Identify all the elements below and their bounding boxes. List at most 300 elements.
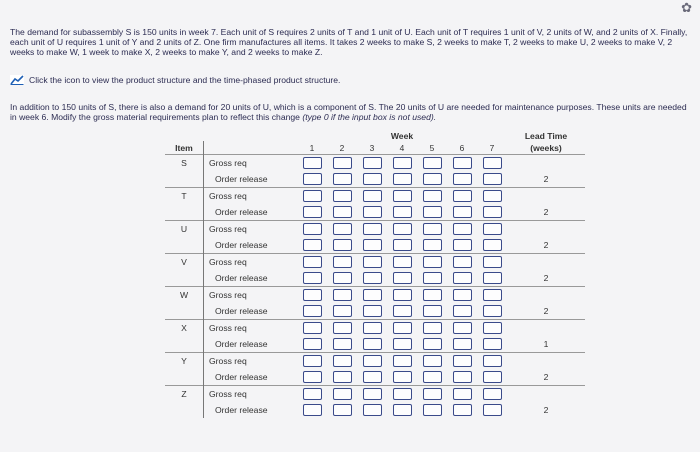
order-release-input[interactable] (303, 239, 322, 251)
week-cell (387, 353, 417, 370)
gross-req-label: Gross req (204, 353, 298, 370)
week-cell (297, 221, 327, 238)
gross-req-input[interactable] (333, 355, 352, 367)
week-cell (357, 171, 387, 188)
order-release-input[interactable] (423, 239, 442, 251)
order-release-label: Order release (215, 174, 268, 184)
item-cell (165, 204, 204, 221)
week-cell (477, 155, 507, 172)
order-release-label: Order release (215, 240, 268, 250)
lead-time-value: 2 (543, 372, 549, 382)
item-cell (165, 369, 204, 386)
gross-req-input[interactable] (333, 256, 352, 268)
gross-req-input[interactable] (423, 289, 442, 301)
lead-time-value: 2 (543, 207, 549, 217)
week-cell (387, 270, 417, 287)
week-cell (477, 386, 507, 403)
week-cell (327, 303, 357, 320)
week-cell (447, 386, 477, 403)
order-release-input[interactable] (333, 206, 352, 218)
week-cell (417, 237, 447, 254)
order-release-input[interactable] (333, 305, 352, 317)
lead-time-cell (507, 188, 585, 205)
week-cell (447, 237, 477, 254)
order-release-input[interactable] (393, 239, 412, 251)
order-release-row (165, 336, 585, 353)
gross-req-input[interactable] (393, 256, 412, 268)
week-header: 5 (429, 142, 435, 153)
week-cell (297, 402, 327, 418)
lead-time-value: 2 (543, 174, 549, 184)
week-cell (417, 402, 447, 418)
gross-req-input[interactable] (423, 256, 442, 268)
order-release-input[interactable] (423, 272, 442, 284)
gross-req-input[interactable] (363, 157, 382, 169)
week-cell (357, 353, 387, 370)
gross-req-row (165, 353, 585, 370)
order-release-row (165, 402, 585, 418)
gross-req-row (165, 221, 585, 238)
week-cell (357, 188, 387, 205)
week-cell (297, 369, 327, 386)
order-release-input[interactable] (303, 371, 322, 383)
gross-req-input[interactable] (333, 157, 352, 169)
gross-req-input[interactable] (363, 190, 382, 202)
week-cell (417, 155, 447, 172)
week-cell (327, 254, 357, 271)
order-release-input[interactable] (483, 173, 502, 185)
item-cell (165, 171, 204, 188)
order-release-input[interactable] (303, 338, 322, 350)
week-cell (477, 204, 507, 221)
gear-icon[interactable]: ✿ (681, 0, 692, 15)
week-cell (477, 221, 507, 238)
order-release-input[interactable] (333, 173, 352, 185)
gross-req-input[interactable] (423, 223, 442, 235)
gross-req-input[interactable] (423, 322, 442, 334)
week-cell (297, 336, 327, 353)
gross-req-input[interactable] (483, 322, 502, 334)
item-name: V (165, 254, 204, 271)
week-cell (417, 204, 447, 221)
order-release-row (165, 303, 585, 320)
gross-req-label: Gross req (204, 287, 298, 304)
week-cell (327, 171, 357, 188)
lead-time-cell (507, 386, 585, 403)
gross-req-label: Gross req (204, 320, 298, 337)
week-cell (477, 171, 507, 188)
order-release-input[interactable] (483, 272, 502, 284)
problem-statement: The demand for subassembly S is 150 units in week 7. Each unit of S requires 2 units of T and 1 unit of U. Each unit of T requires 1 unit of V, 2 units of W, and 2 units of X. Finally, each unit of U requires 1 unit of Y and 2 units of Z. One firm manufactures all items. It takes 2 weeks to make S, 2 weeks to make T, 2 weeks to make U, 2 weeks to make V, 2 weeks to make W, 1 week to make X, 2 weeks to make Y, and 2 weeks to make Z. (10, 27, 688, 57)
item-cell (165, 402, 204, 418)
order-release-input[interactable] (333, 371, 352, 383)
week-cell (327, 336, 357, 353)
gross-req-input[interactable] (333, 322, 352, 334)
week-cell (327, 270, 357, 287)
week-cell (297, 188, 327, 205)
order-release-input[interactable] (483, 206, 502, 218)
week-cell (297, 270, 327, 287)
week-cell (327, 402, 357, 418)
week-cell (297, 287, 327, 304)
week-cell (447, 353, 477, 370)
order-release-input[interactable] (333, 338, 352, 350)
week-cell (417, 287, 447, 304)
item-name: X (165, 320, 204, 337)
gross-req-label: Gross req (204, 221, 298, 238)
week-cell (417, 270, 447, 287)
gross-requirements-table (165, 131, 585, 418)
week-cell (297, 171, 327, 188)
order-release-input[interactable] (423, 371, 442, 383)
order-release-input[interactable] (453, 338, 472, 350)
modification-instructions (10, 102, 692, 122)
order-release-input[interactable] (333, 404, 352, 416)
gross-req-input[interactable] (363, 256, 382, 268)
order-release-input[interactable] (303, 206, 322, 218)
order-release-input[interactable] (303, 173, 322, 185)
gross-req-input[interactable] (393, 322, 412, 334)
order-release-input[interactable] (423, 404, 442, 416)
lead-time-cell (507, 287, 585, 304)
week-cell (447, 369, 477, 386)
week-cell (387, 171, 417, 188)
gross-req-input[interactable] (303, 223, 322, 235)
lead-time-value: 2 (543, 240, 549, 250)
week-cell (357, 369, 387, 386)
lead-time-cell (507, 254, 585, 271)
order-release-input[interactable] (363, 404, 382, 416)
order-release-input[interactable] (393, 272, 412, 284)
order-release-input[interactable] (423, 206, 442, 218)
order-release-label: Order release (215, 306, 268, 316)
gross-req-input[interactable] (363, 355, 382, 367)
week-cell (357, 204, 387, 221)
order-release-input[interactable] (453, 305, 472, 317)
week-header: 4 (399, 142, 405, 153)
order-release-input[interactable] (453, 272, 472, 284)
item-name: Z (165, 386, 204, 403)
gross-req-input[interactable] (453, 157, 472, 169)
week-cell (297, 155, 327, 172)
week-cell (477, 353, 507, 370)
week-cell (417, 188, 447, 205)
week-cell (357, 320, 387, 337)
order-release-input[interactable] (423, 338, 442, 350)
order-release-input[interactable] (393, 206, 412, 218)
week-cell (387, 237, 417, 254)
week-cell (447, 303, 477, 320)
order-release-input[interactable] (483, 239, 502, 251)
item-header: Item (165, 141, 204, 155)
week-header: 3 (369, 142, 375, 153)
gross-req-input[interactable] (483, 190, 502, 202)
item-cell (165, 270, 204, 287)
week-cell (357, 254, 387, 271)
week-cell (447, 336, 477, 353)
gross-req-input[interactable] (333, 388, 352, 400)
week-cell (297, 237, 327, 254)
order-release-label: Order release (215, 273, 268, 283)
week-cell (357, 336, 387, 353)
order-release-input[interactable] (303, 272, 322, 284)
order-release-row (165, 237, 585, 254)
lead-time-cell (507, 353, 585, 370)
week-cell (357, 303, 387, 320)
week-cell (297, 204, 327, 221)
week-cell (387, 320, 417, 337)
order-release-label: Order release (215, 372, 268, 382)
gross-req-input[interactable] (453, 289, 472, 301)
order-release-input[interactable] (453, 239, 472, 251)
gross-req-input[interactable] (453, 355, 472, 367)
week-cell (357, 386, 387, 403)
week-cell (327, 204, 357, 221)
week-cell (417, 303, 447, 320)
gross-req-input[interactable] (393, 157, 412, 169)
item-cell (165, 303, 204, 320)
week-cell (387, 287, 417, 304)
week-cell (417, 386, 447, 403)
gross-req-input[interactable] (423, 157, 442, 169)
order-release-input[interactable] (333, 272, 352, 284)
order-release-input[interactable] (483, 371, 502, 383)
week-cell (357, 155, 387, 172)
gross-req-input[interactable] (303, 289, 322, 301)
gross-req-input[interactable] (453, 388, 472, 400)
week-cell (297, 254, 327, 271)
week-cell (477, 254, 507, 271)
lead-time-value: 2 (543, 405, 549, 415)
lead-time-cell (507, 221, 585, 238)
order-release-input[interactable] (363, 206, 382, 218)
gross-req-input[interactable] (333, 190, 352, 202)
gross-req-input[interactable] (483, 223, 502, 235)
week-header: 6 (459, 142, 465, 153)
chart-icon[interactable] (10, 75, 24, 85)
week-cell (387, 386, 417, 403)
week-cell (447, 270, 477, 287)
gross-req-input[interactable] (393, 223, 412, 235)
item-cell (165, 237, 204, 254)
week-cell (327, 320, 357, 337)
week-cell (387, 254, 417, 271)
week-cell (327, 155, 357, 172)
order-release-input[interactable] (483, 305, 502, 317)
gross-req-label: Gross req (204, 155, 298, 172)
week-cell (387, 221, 417, 238)
order-release-input[interactable] (393, 404, 412, 416)
gross-req-input[interactable] (303, 322, 322, 334)
order-release-input[interactable] (423, 173, 442, 185)
order-release-input[interactable] (453, 206, 472, 218)
week-cell (447, 287, 477, 304)
order-release-input[interactable] (333, 239, 352, 251)
week-cell (357, 402, 387, 418)
lead-time-value: 1 (543, 339, 549, 349)
order-release-input[interactable] (483, 338, 502, 350)
gross-req-input[interactable] (423, 388, 442, 400)
gross-req-label: Gross req (204, 254, 298, 271)
week-cell (447, 204, 477, 221)
order-release-input[interactable] (363, 305, 382, 317)
week-cell (477, 320, 507, 337)
week-cell (477, 237, 507, 254)
order-release-row (165, 369, 585, 386)
icon-instruction-text: Click the icon to view the product structure and the time-phased product structure. (29, 75, 341, 85)
gross-req-input[interactable] (303, 190, 322, 202)
week-cell (357, 287, 387, 304)
week-cell (447, 221, 477, 238)
week-cell (327, 287, 357, 304)
week-cell (387, 369, 417, 386)
gross-req-input[interactable] (483, 289, 502, 301)
order-release-input[interactable] (483, 404, 502, 416)
week-cell (327, 188, 357, 205)
order-release-input[interactable] (363, 173, 382, 185)
gross-req-input[interactable] (453, 190, 472, 202)
gross-req-input[interactable] (363, 223, 382, 235)
gross-req-input[interactable] (363, 388, 382, 400)
week-header: 7 (489, 142, 495, 153)
week-cell (327, 353, 357, 370)
week-cell (417, 221, 447, 238)
order-release-input[interactable] (303, 404, 322, 416)
gross-req-input[interactable] (303, 388, 322, 400)
week-cell (387, 303, 417, 320)
gross-req-input[interactable] (483, 355, 502, 367)
week-cell (327, 386, 357, 403)
gross-req-label: Gross req (204, 386, 298, 403)
week-cell (477, 369, 507, 386)
lead-time-value: 2 (543, 273, 549, 283)
item-name: Y (165, 353, 204, 370)
gross-req-input[interactable] (363, 322, 382, 334)
order-release-input[interactable] (363, 272, 382, 284)
gross-req-input[interactable] (303, 256, 322, 268)
gross-req-input[interactable] (453, 223, 472, 235)
week-cell (417, 369, 447, 386)
week-cell (417, 320, 447, 337)
gross-req-input[interactable] (483, 157, 502, 169)
week-cell (297, 353, 327, 370)
item-cell (165, 336, 204, 353)
gross-req-row (165, 155, 585, 172)
week-cell (297, 303, 327, 320)
gross-req-input[interactable] (393, 190, 412, 202)
order-release-row (165, 171, 585, 188)
gross-req-label: Gross req (204, 188, 298, 205)
gross-req-row (165, 287, 585, 304)
item-name: T (165, 188, 204, 205)
order-release-input[interactable] (453, 371, 472, 383)
week-cell (297, 386, 327, 403)
order-release-label: Order release (215, 207, 268, 217)
gross-req-input[interactable] (453, 256, 472, 268)
input-hint: (type 0 if the input box is not used). (302, 112, 437, 122)
order-release-input[interactable] (393, 173, 412, 185)
week-cell (297, 320, 327, 337)
week-header: 2 (339, 142, 345, 153)
week-cell (477, 188, 507, 205)
week-cell (357, 221, 387, 238)
gross-req-input[interactable] (303, 157, 322, 169)
gross-req-input[interactable] (333, 223, 352, 235)
week-cell (327, 221, 357, 238)
week-cell (357, 270, 387, 287)
gross-req-input[interactable] (303, 355, 322, 367)
gross-req-row (165, 188, 585, 205)
order-release-input[interactable] (363, 239, 382, 251)
gross-req-input[interactable] (483, 256, 502, 268)
week-cell (387, 204, 417, 221)
lead-time-value: 2 (543, 306, 549, 316)
lead-time-unit: (weeks) (530, 142, 562, 153)
week-cell (387, 188, 417, 205)
order-release-input[interactable] (303, 305, 322, 317)
order-release-input[interactable] (453, 173, 472, 185)
week-cell (477, 270, 507, 287)
item-name: W (165, 287, 204, 304)
gross-req-input[interactable] (453, 322, 472, 334)
order-release-input[interactable] (453, 404, 472, 416)
gross-req-row (165, 320, 585, 337)
order-release-label: Order release (215, 339, 268, 349)
lead-time-cell (507, 320, 585, 337)
week-cell (387, 155, 417, 172)
order-release-label: Order release (215, 405, 268, 415)
order-release-input[interactable] (393, 371, 412, 383)
week-cell (447, 254, 477, 271)
order-release-input[interactable] (393, 338, 412, 350)
week-cell (447, 402, 477, 418)
order-release-row (165, 270, 585, 287)
gross-req-input[interactable] (483, 388, 502, 400)
gross-req-input[interactable] (333, 289, 352, 301)
gross-req-row (165, 254, 585, 271)
gross-req-input[interactable] (393, 388, 412, 400)
week-title: Week (390, 131, 414, 141)
week-cell (417, 353, 447, 370)
week-cell (477, 402, 507, 418)
gross-req-input[interactable] (393, 355, 412, 367)
week-cell (417, 336, 447, 353)
product-structure-link[interactable] (10, 75, 340, 85)
order-release-input[interactable] (423, 305, 442, 317)
week-cell (417, 171, 447, 188)
gross-req-input[interactable] (393, 289, 412, 301)
week-cell (387, 402, 417, 418)
week-cell (447, 171, 477, 188)
lead-time-header: Lead Time (524, 131, 568, 141)
order-release-input[interactable] (393, 305, 412, 317)
gross-req-input[interactable] (363, 289, 382, 301)
week-cell (327, 237, 357, 254)
gross-req-input[interactable] (423, 355, 442, 367)
order-release-input[interactable] (363, 338, 382, 350)
order-release-input[interactable] (363, 371, 382, 383)
week-cell (387, 336, 417, 353)
item-name: U (165, 221, 204, 238)
modification-text: In addition to 150 units of S, there is also a demand for 20 units of U, which is a component of S. The 20 units of U are needed for maintenance purposes. These units are needed in week 6. Modify the gross material requirements plan to reflect this change (10, 102, 687, 122)
week-cell (447, 155, 477, 172)
order-release-row (165, 204, 585, 221)
lead-time-cell (507, 155, 585, 172)
gross-req-input[interactable] (423, 190, 442, 202)
week-cell (447, 320, 477, 337)
week-cell (477, 287, 507, 304)
week-cell (327, 369, 357, 386)
